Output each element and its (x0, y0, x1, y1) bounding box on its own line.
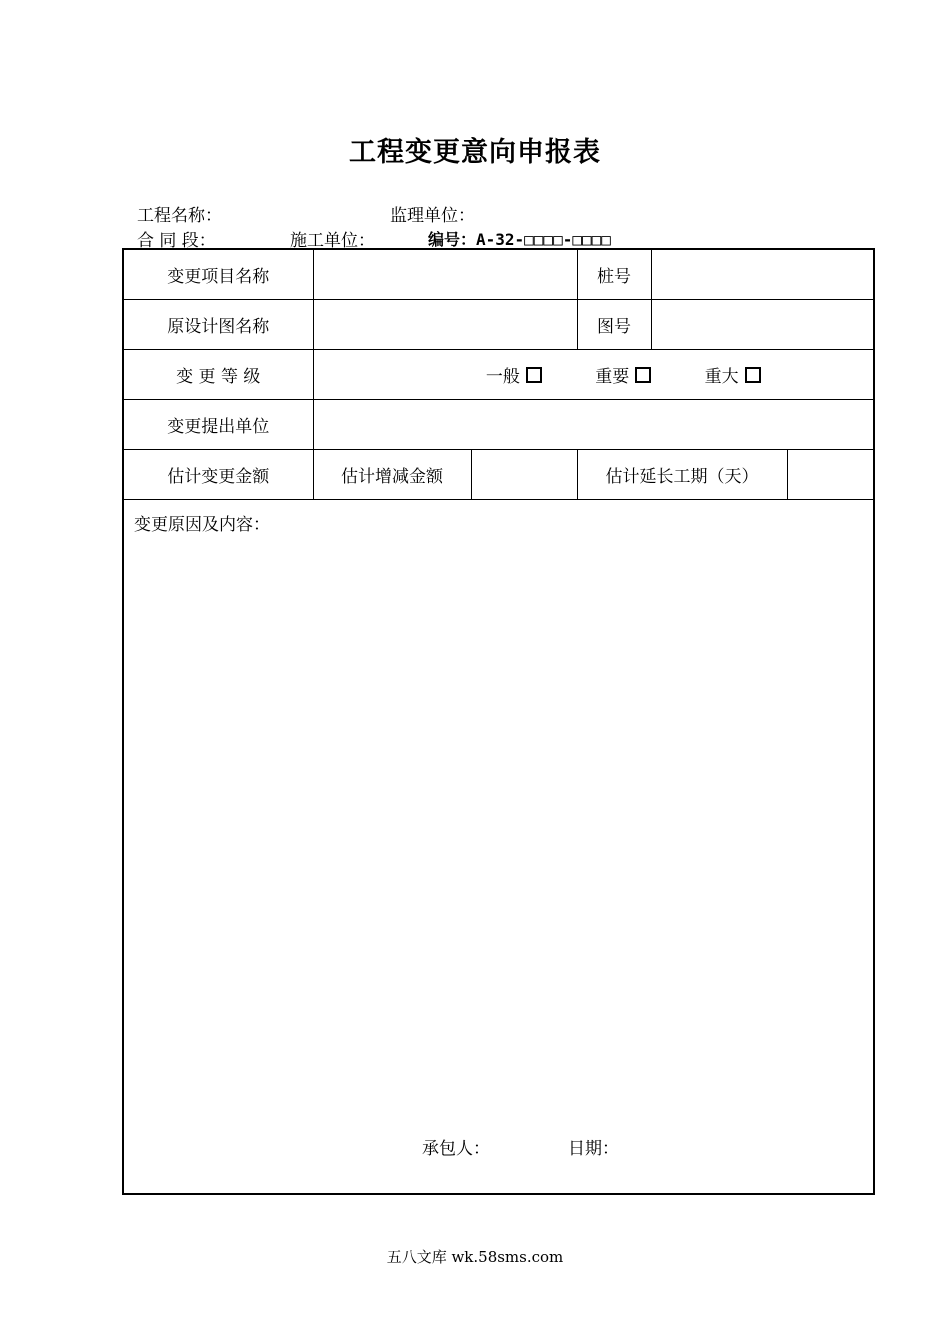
contractor-unit-label: 施工单位： (290, 231, 375, 251)
proposer-field[interactable] (313, 399, 874, 449)
change-form-table (122, 248, 875, 1195)
document-number: 编号：A-32-□□□□-□□□□ (428, 230, 611, 249)
level-option-general[interactable]: 一般 (486, 362, 542, 387)
project-name-label: 工程名称： (137, 206, 222, 226)
date-label: 日期： (568, 1138, 619, 1159)
level-option-important[interactable]: 重要 (595, 362, 651, 387)
reason-label: 变更原因及内容： (134, 514, 270, 535)
reason-content-area[interactable] (123, 499, 874, 1194)
est-change-label: 估计增减金额 (313, 449, 471, 499)
stake-label: 桩号 (577, 249, 651, 299)
drawing-name-label: 原设计图名称 (123, 299, 313, 349)
checkbox-icon[interactable] (635, 367, 651, 383)
table-row (123, 349, 874, 399)
table-row (123, 299, 874, 349)
supervisor-label: 监理单位： (390, 206, 475, 226)
est-amount-label: 估计变更金额 (123, 449, 313, 499)
checkbox-icon[interactable] (526, 367, 542, 383)
level-option-major[interactable]: 重大 (705, 362, 761, 387)
drawing-name-field[interactable] (313, 299, 577, 349)
figure-no-field[interactable] (651, 299, 874, 349)
checkbox-icon[interactable] (745, 367, 761, 383)
table-row (123, 499, 874, 1194)
figure-no-label: 图号 (577, 299, 651, 349)
page-title: 工程变更意向申报表 (349, 137, 601, 168)
est-extension-field[interactable] (787, 449, 874, 499)
item-name-field[interactable] (313, 249, 577, 299)
item-name-label: 变更项目名称 (123, 249, 313, 299)
table-row (123, 399, 874, 449)
table-row (123, 449, 874, 499)
stake-field[interactable] (651, 249, 874, 299)
table-row (123, 249, 874, 299)
est-change-field[interactable] (471, 449, 577, 499)
footer-watermark: 五八文库 wk.58sms.com (386, 1248, 564, 1266)
contract-section-label: 合 同 段： (137, 231, 216, 251)
proposer-label: 变更提出单位 (123, 399, 313, 449)
contractor-sign-label: 承包人： (422, 1138, 490, 1159)
est-extension-label: 估计延长工期（天） (577, 449, 787, 499)
level-label: 变 更 等 级 (123, 349, 313, 399)
level-options (313, 349, 874, 399)
